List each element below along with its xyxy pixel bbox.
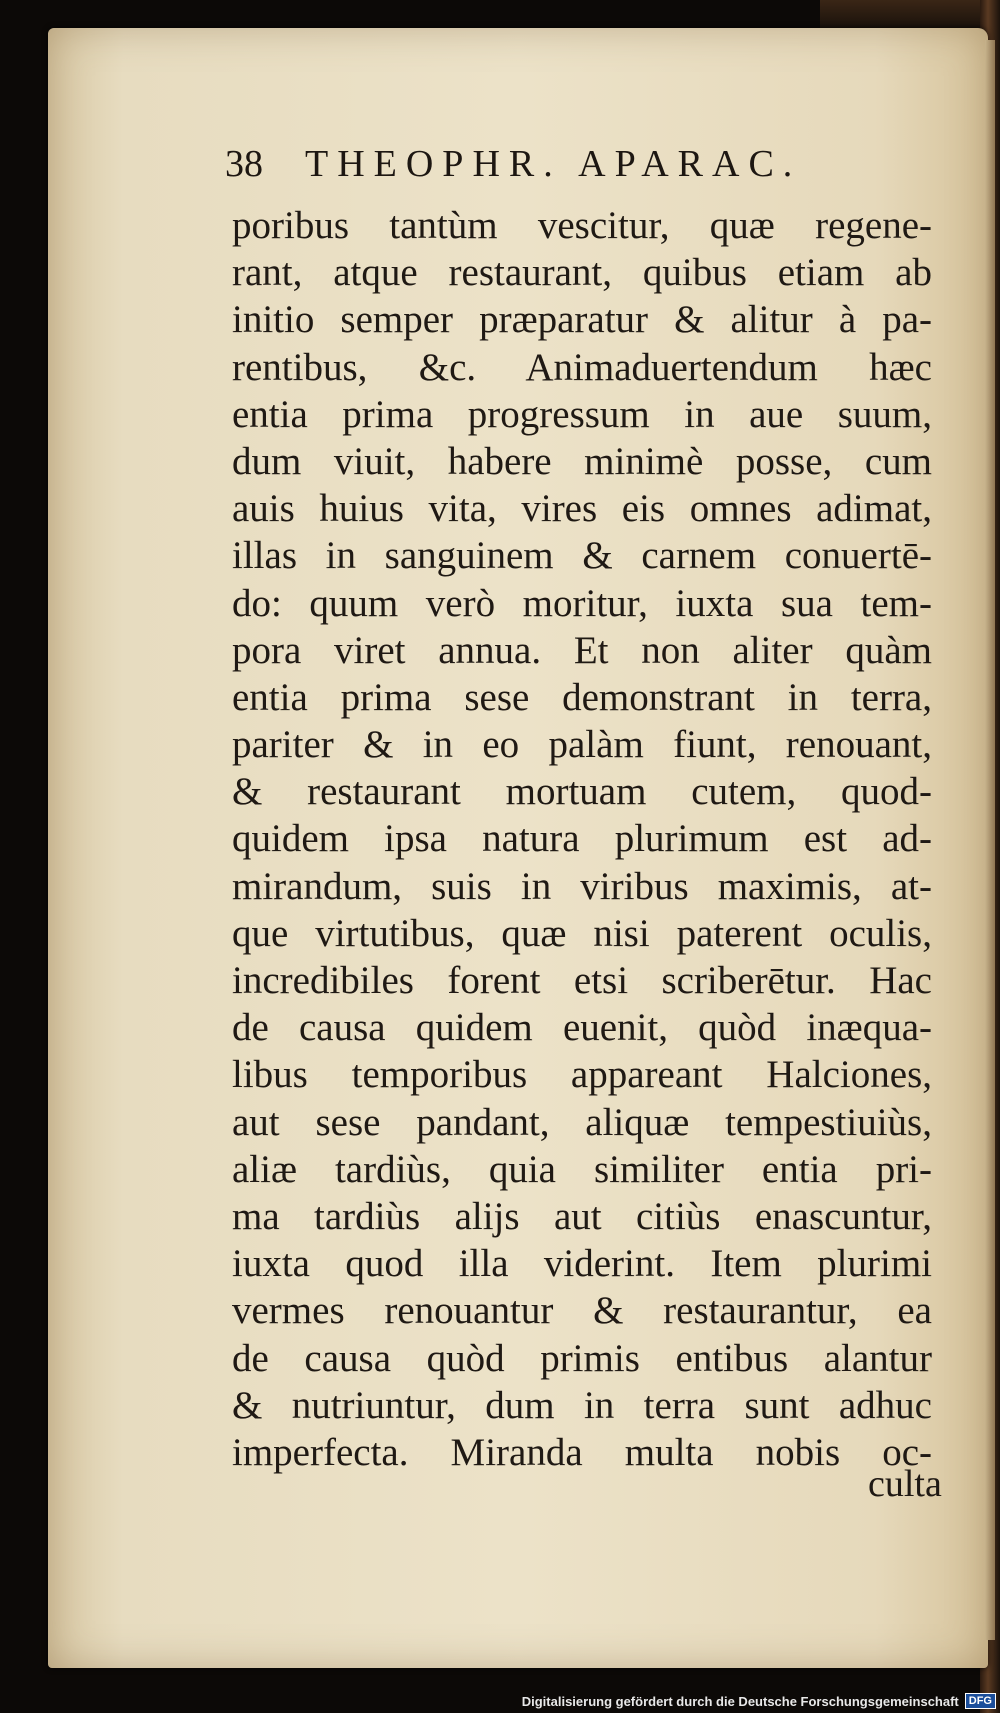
text-line: de causa quòd primis entibus alantur [232,1336,932,1380]
credit-text: Digitalisierung gefördert durch die Deutsche Forschungsgemeinschaft [521,1693,959,1709]
text-line: ma tardiùs alijs aut citiùs enascuntur, [232,1194,932,1238]
text-line: auis huius vita, vires eis omnes adimat, [232,487,932,531]
text-line: entia prima sese demonstrant in terra, [232,675,932,719]
text-line: & restaurant mortuam cutem, quod- [232,770,932,814]
text-line: que virtutibus, quæ nisi paterent oculis, [232,911,932,955]
text-line: poribus tantùm vescitur, quæ regene- [232,204,932,247]
digitization-credit [522,1690,996,1712]
text-line: aliæ tardiùs, quia similiter entia pri- [232,1147,932,1191]
page-header [225,142,865,196]
text-line: quidem ipsa natura plurimum est ad- [232,817,932,861]
text-line: entia prima progressum in aue suum, [232,392,932,436]
text-line: de causa quidem euenit, quòd inæqua- [232,1006,932,1050]
text-line: mirandum, suis in viribus maximis, at- [232,864,932,908]
text-line: vermes renouantur & restaurantur, ea [232,1289,932,1333]
text-line: imperfecta. Miranda multa nobis oc- [232,1430,932,1474]
text-line: do: quum verò moritur, iuxta sua tem- [232,581,932,625]
dfg-logo: DFG [965,1693,996,1709]
text-line: dum viuit, habere minimè posse, cum [232,439,932,483]
text-line: illas in sanguinem & carnem conuertē- [232,534,932,578]
catchword: culta [868,1463,942,1505]
running-title: THEOPHR. APARAC. [305,143,802,185]
page-number: 38 [225,143,263,185]
text-line: rant, atque restaurant, quibus etiam ab [232,251,932,295]
text-line: incredibiles forent etsi scriberētur. Hac [232,959,932,1002]
text-line: initio semper præparatur & alitur à pa- [232,298,932,342]
text-line: libus temporibus appareant Halciones, [232,1053,932,1097]
text-line: pora viret annua. Et non aliter quàm [232,628,932,672]
text-line: iuxta quod illa viderint. Item plurimi [232,1242,932,1286]
text-line: & nutriuntur, dum in terra sunt adhuc [232,1383,932,1427]
page-edge [985,40,995,1640]
text-line: rentibus, &c. Animaduertendum hæc [232,345,932,389]
body-text [232,202,932,1476]
text-line: pariter & in eo palàm fiunt, renouant, [232,723,932,767]
text-line: aut sese pandant, aliquæ tempestiuiùs, [232,1100,932,1144]
